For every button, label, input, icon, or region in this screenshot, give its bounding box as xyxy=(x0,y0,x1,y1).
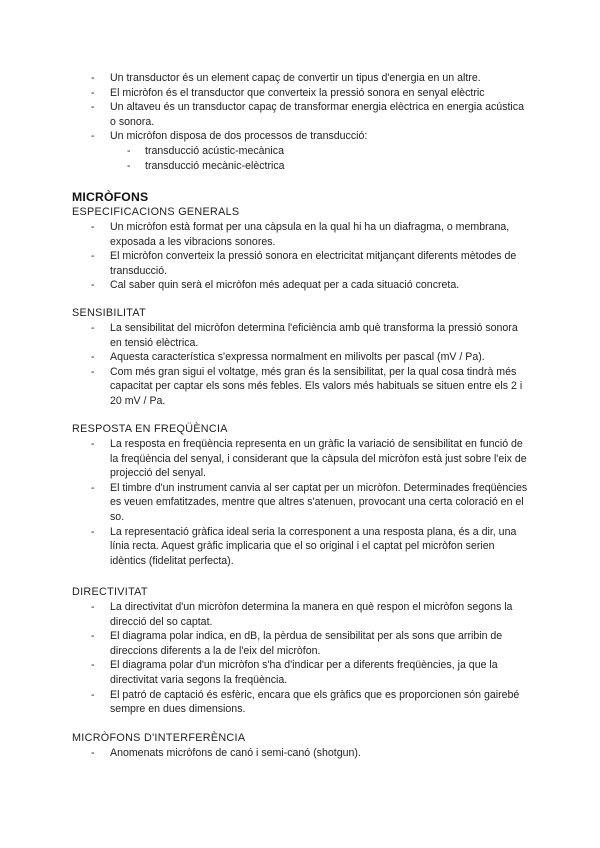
heading-especificacions: ESPECIFICACIONS GENERALS xyxy=(72,206,240,218)
list-item: - El timbre d'un instrument canvia al ser captat per un micròfon. Determinades freqüències es veuen emfatitzades, mentre que altres s'atenuen, provocant una certa coloració en el so. xyxy=(72,481,532,525)
list-item: - Anomenats micròfons de canó i semi-canó (shotgun). xyxy=(72,746,532,761)
list-item: - La representació gràfica ideal seria la corresponent a una resposta plana, és a dir, una línia recta. Aquest gràfic implicaria que el so original i el captat pel micròfon serien idèntics (fidelitat perfecta). xyxy=(72,525,532,569)
list-item: - Com més gran sigui el voltatge, més gran és la sensibilitat, per la qual cosa tindrà més capacitat per captar els sons més febles. Els valors més habituals se situen entre els 2 i 20 mV / Pa. xyxy=(72,365,532,409)
list-item: - Aquesta característica s'expressa normalment en milivolts per pascal (mV / Pa). xyxy=(72,350,532,365)
intro-sublist xyxy=(72,144,532,173)
list-item: - El diagrama polar d'un micròfon s'ha d'indicar per a diferents freqüències, ja que la directivitat varia segons la freqüència. xyxy=(72,658,532,687)
list-item: - La sensibilitat del micròfon determina l'eficiència amb què transforma la pressió sonora en tensió elèctrica. xyxy=(72,321,532,350)
sensibilitat-list xyxy=(72,321,532,409)
list-item: - El micròfon és el transductor que converteix la pressió sonora en senyal elèctric xyxy=(72,86,532,101)
resposta-section xyxy=(72,437,532,568)
list-item: - Cal saber quin serà el micròfon més adequat per a cada situació concreta. xyxy=(72,278,532,293)
list-item: - La resposta en freqüència representa en un gràfic la variació de sensibilitat en funció de la freqüència del senyal, i considerant que la càpsula del micròfon està just sobre l'eix de projecció del senyal. xyxy=(72,437,532,481)
intro-section xyxy=(72,71,532,173)
list-item: - Un altaveu és un transductor capaç de transformar energia elèctrica en energia acústica o sonora. xyxy=(72,100,532,129)
intro-list xyxy=(72,71,532,144)
directivitat-section xyxy=(72,600,532,717)
list-item: - Un micròfon està format per una càpsula en la qual hi ha un diafragma, o membrana, exposada a les vibracions sonores. xyxy=(72,220,532,249)
especificacions-list xyxy=(72,220,532,293)
heading-resposta: RESPOSTA EN FREQÜÈNCIA xyxy=(72,423,228,435)
list-item: - El patró de captació és esfèric, encara que els gràfics que es proporcionen són gairebé sempre en dues dimensions. xyxy=(72,688,532,717)
section-title: MICRÒFONS xyxy=(72,190,149,204)
list-item: - Un transductor és un element capaç de convertir un tipus d'energia en un altre. xyxy=(72,71,532,86)
list-item: - La directivitat d'un micròfon determina la manera en què respon el micròfon segons la direcció del so captat. xyxy=(72,600,532,629)
interferencia-section xyxy=(72,746,532,761)
heading-directivitat: DIRECTIVITAT xyxy=(72,586,148,598)
heading-interferencia: MICRÒFONS D'INTERFERÈNCIA xyxy=(72,732,246,744)
resposta-list xyxy=(72,437,532,568)
list-item: - El diagrama polar indica, en dB, la pèrdua de sensibilitat per als sons que arribin de direccions diferents a la de l'eix del micròfon. xyxy=(72,629,532,658)
interferencia-list xyxy=(72,746,532,761)
sub-list-item: - transducció mecànic-elèctrica xyxy=(72,159,532,174)
list-item: - El micròfon converteix la pressió sonora en electricitat mitjançant diferents mètodes de transducció. xyxy=(72,249,532,278)
directivitat-list xyxy=(72,600,532,717)
sensibilitat-section xyxy=(72,321,532,409)
especificacions-section xyxy=(72,220,532,293)
list-item: - Un micròfon disposa de dos processos de transducció: xyxy=(72,129,532,144)
heading-sensibilitat: SENSIBILITAT xyxy=(72,307,146,319)
sub-list-item: - transducció acústic-mecànica xyxy=(72,144,532,159)
